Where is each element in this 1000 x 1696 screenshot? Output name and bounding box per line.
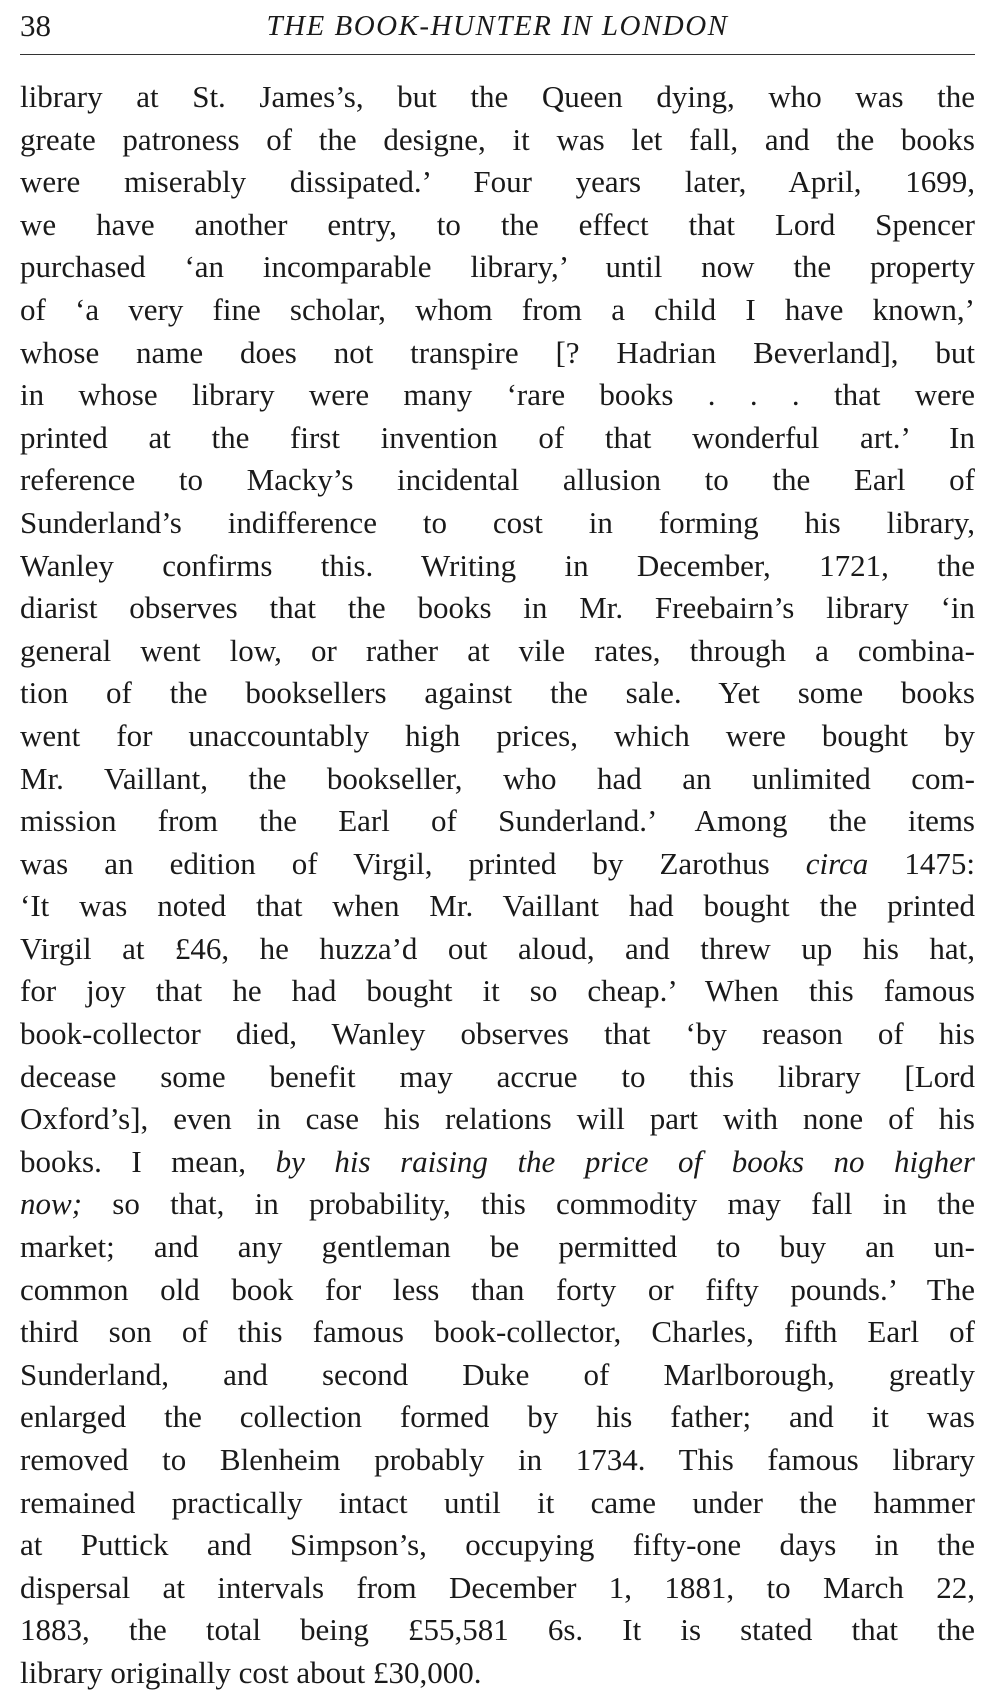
text-line: were miserably dissipated.’ Four years later, April, 1699, [20,164,975,200]
text-line: reference to Macky’s incidental allusion to the Earl of [20,462,975,498]
text-line: remained practically intact until it came under the hammer [20,1484,975,1520]
text-line: books. I mean, by his raising the price of books no higher [20,1143,975,1179]
text-line: of ‘a very fine scholar, whom from a child I have known,’ [20,291,975,327]
text-line: Mr. Vaillant, the bookseller, who had an unlimited com- [20,760,975,796]
text-line: purchased ‘an incomparable library,’ until now the property [20,249,975,285]
text-line: whose name does not transpire [? Hadrian Beverland], but [20,334,975,370]
text-line: book-collector died, Wanley observes that ‘by reason of his [20,1016,975,1052]
text-line: third son of this famous book-collector, Charles, fifth Earl of [20,1314,975,1350]
text-line: tion of the booksellers against the sale. Yet some books [20,675,975,711]
text-line: 1883, the total being £55,581 6s. It is stated that the [20,1612,975,1648]
text-line: Wanley confirms this. Writing in December, 1721, the [20,547,975,583]
text-line: general went low, or rather at vile rates, through a combina- [20,632,975,668]
text-line: for joy that he had bought it so cheap.’ When this famous [20,973,975,1009]
text-line: market; and any gentleman be permitted to buy an un- [20,1229,975,1265]
text-line: library originally cost about £30,000. [20,1654,482,1690]
text-line: was an edition of Virgil, printed by Zarothus circa 1475: [20,845,975,881]
running-head [20,4,975,48]
italic-phrase: by his raising the price of books no higher [275,1143,975,1179]
body-text [20,76,975,1695]
text-line: ‘It was noted that when Mr. Vaillant had bought the printed [20,888,975,924]
text-line: common old book for less than forty or fifty pounds.’ The [20,1271,975,1307]
text-line: went for unaccountably high prices, which were bought by [20,717,975,753]
text-line: decease some benefit may accrue to this library [Lord [20,1058,975,1094]
text-line: diarist observes that the books in Mr. Freebairn’s library ‘in [20,590,975,626]
text-line: we have another entry, to the effect that Lord Spencer [20,206,975,242]
italic-phrase: circa [805,845,869,881]
text-line: dispersal at intervals from December 1, 1881, to March 22, [20,1569,975,1605]
text-line: Sunderland’s indifference to cost in forming his library, [20,504,975,540]
text-line: in whose library were many ‘rare books . . . that were [20,377,975,413]
page-number: 38 [20,8,51,43]
text-line: enlarged the collection formed by his father; and it was [20,1399,975,1435]
text-line: library at St. James’s, but the Queen dying, who was the [20,79,975,114]
text-line: at Puttick and Simpson’s, occupying fifty-one days in the [20,1527,975,1563]
text-line: now; so that, in probability, this commodity may fall in the [20,1186,975,1222]
text-line: printed at the first invention of that wonderful art.’ In [20,419,975,455]
text-line: Sunderland, and second Duke of Marlborough, greatly [20,1356,975,1392]
italic-phrase: now; [20,1186,82,1222]
header-rule [20,54,975,55]
running-title: THE BOOK-HUNTER IN LONDON [266,10,729,42]
text-line: Oxford’s], even in case his relations will part with none of his [20,1101,975,1137]
text-line: mission from the Earl of Sunderland.’ Among the items [20,803,975,839]
text-line: greate patroness of the designe, it was let fall, and the books [20,121,975,157]
text-line: removed to Blenheim probably in 1734. This famous library [20,1442,975,1477]
text-line: Virgil at £46, he huzza’d out aloud, and threw up his hat, [20,930,975,966]
